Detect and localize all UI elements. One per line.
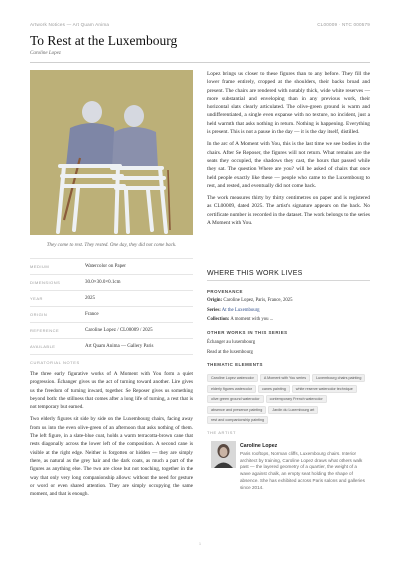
header-divider: [30, 62, 370, 63]
artist-bio: Paris rooftops, Norman cliffs, Luxembourg chairs. Interior architect by training, Caroline Lopez draws what others walk past — the layered geometry of a quartier, the weight of a wave against chalk, an empty seat holding the shape of absence. She has exhibited across Paris salons and galleries since 2014.: [240, 451, 365, 490]
where-heading: WHERE THIS WORK LIVES: [207, 270, 370, 281]
other-work-link[interactable]: Échanger au luxembourg: [207, 340, 256, 345]
curatorial-heading: CURATORIAL NOTES: [30, 360, 80, 365]
tag[interactable]: absence and presence painting: [207, 406, 266, 414]
metadata-row-reference: [30, 323, 193, 339]
provenance-collection: [207, 317, 370, 322]
description-paragraph: Lopez brings us closer to these figures than to any before. They fill the lower frame entirely, cropped at the shoulders, their backs broad and present. The chairs are rendered with notably thick, wide white reserves — more substantial and enveloping than in any previous work, their horizontal slats clearly articulated. The olive-green ground is warm and undifferentiated, a single even expanse with no texture, no incident, just a held warmth that asks nothing in return. Nothing is happening. Everything is present. This is not a pause in the day — it is the day itself, distilled.: [207, 71, 370, 136]
metadata-key: ORIGIN: [30, 312, 48, 317]
other-work-link[interactable]: Read at the luxembourg: [207, 350, 253, 355]
description: [207, 70, 370, 231]
tag[interactable]: Luxembourg chairs painting: [312, 374, 365, 382]
metadata-row-origin: [30, 307, 193, 323]
provenance-series: [207, 308, 370, 313]
tag[interactable]: Caroline Lopez watercolor: [207, 374, 258, 382]
metadata-key: YEAR: [30, 296, 43, 301]
top-bar: [30, 22, 370, 27]
description-paragraph: In the arc of A Moment with You, this is the last time we see bodies in the chairs. After Se Reposer, the figures will not return. What remains are the seats they occupied, the shadows they cast, the hours that passed while they sat. The question Where are you? will be asked of chairs that once held people exactly like these — people who came to the Luxembourg to rest, and rested, and eventually did not come back.: [207, 141, 370, 189]
metadata-value: 2025: [85, 296, 95, 301]
curatorial-paragraph: Two elderly figures sit side by side on the Luxembourg chairs, facing away from us into the even olive-green of an afternoon that asks nothing of them. The left figure, in a slate-blue coat, holds a warm terracotta-brown cane that rests diagonally across the lower left of the composition. A second cane is visible at the right edge. Neither is forgotten or hidden — they are simply there, as natural as the grey hair and the dark coats, as much a part of the figures as anything else. The two are close but not touching, together in the way that only very long companionship allows: without the need for gesture or word or even shared attention. They are simply occupying the same moment, and that is enough.: [30, 416, 193, 498]
tag-list: [207, 374, 370, 424]
metadata-key: MEDIUM: [30, 264, 50, 269]
provenance-origin: [207, 298, 370, 303]
metadata-row-year: [30, 291, 193, 307]
metadata-value: 30.0×30.0×0.1cm: [85, 280, 121, 285]
tag[interactable]: olive green ground watercolor: [207, 395, 264, 403]
collection-value: A moment with you ...: [230, 317, 274, 322]
metadata-row-dimensions: [30, 275, 193, 291]
series-label: Series:: [207, 308, 221, 313]
series-link[interactable]: At the Luxembourg: [221, 308, 260, 313]
tag[interactable]: elderly figures watercolor: [207, 385, 256, 393]
metadata-key: DIMENSIONS: [30, 280, 61, 285]
page-number: 1: [198, 541, 202, 546]
metadata-value: France: [85, 312, 99, 317]
origin-value: Caroline Lopez, Paris, France, 2025: [223, 298, 293, 303]
tag[interactable]: rest and companionship painting: [207, 416, 268, 424]
tag[interactable]: white reserve watercolor technique: [292, 385, 357, 393]
page-title: To Rest at the Luxembourg: [30, 33, 178, 48]
metadata-row-medium: [30, 259, 193, 275]
artist-name: Caroline Lopez: [240, 443, 278, 449]
artwork-caption: They come to rest. They rested. One day, they did not come back.: [46, 243, 177, 248]
curatorial-paragraph: The three early figurative works of A Moment with You form a quiet progression. Échanger gives us the act of turning toward another. Lire gives us the freedom of turning inward, together. Se Reposer gives us something beyond both: the stillness that comes after a long life of turning, a rest that is not temporary but earned.: [30, 371, 193, 411]
curatorial-notes: [30, 370, 193, 502]
origin-label: Origin:: [207, 298, 223, 303]
metadata-key: AVAILABLE: [30, 344, 56, 349]
tag[interactable]: canes painting: [258, 385, 290, 393]
tag[interactable]: contemporary French watercolor: [266, 395, 327, 403]
tag[interactable]: A Moment with You series: [260, 374, 310, 382]
provenance-heading: PROVENANCE: [207, 289, 243, 294]
metadata-value: Watercolor on Paper: [85, 264, 126, 269]
other-works-heading: OTHER WORKS IN THIS SERIES: [207, 330, 288, 335]
thematic-heading: THEMATIC ELEMENTS: [207, 362, 263, 367]
breadcrumb[interactable]: Artwork Notices — Art Quam Anima: [30, 22, 110, 27]
metadata-key: REFERENCE: [30, 328, 60, 333]
artist-byline: Caroline Lopez: [30, 51, 61, 56]
reference-code: CL00009 · NTC 000579: [317, 22, 370, 27]
metadata-table: [30, 258, 193, 355]
description-paragraph: The work measures thirty by thirty centimetres on paper and is registered as CL00009, dated 2025. The artist's signature appears on the back. No certificate number is recorded in the dataset. The work belongs to the series A Moment with You.: [207, 195, 370, 227]
metadata-value: Caroline Lopez / CL00009 / 2025: [85, 328, 153, 333]
avatar: [211, 441, 236, 468]
tag[interactable]: Jardin du Luxembourg art: [268, 406, 318, 414]
artwork-image: [30, 70, 193, 235]
collection-label: Collection:: [207, 317, 230, 322]
metadata-value: Art Quam Anima — Gallery Paris: [85, 344, 154, 349]
metadata-row-available: [30, 339, 193, 355]
artist-heading: THE ARTIST: [207, 430, 237, 435]
